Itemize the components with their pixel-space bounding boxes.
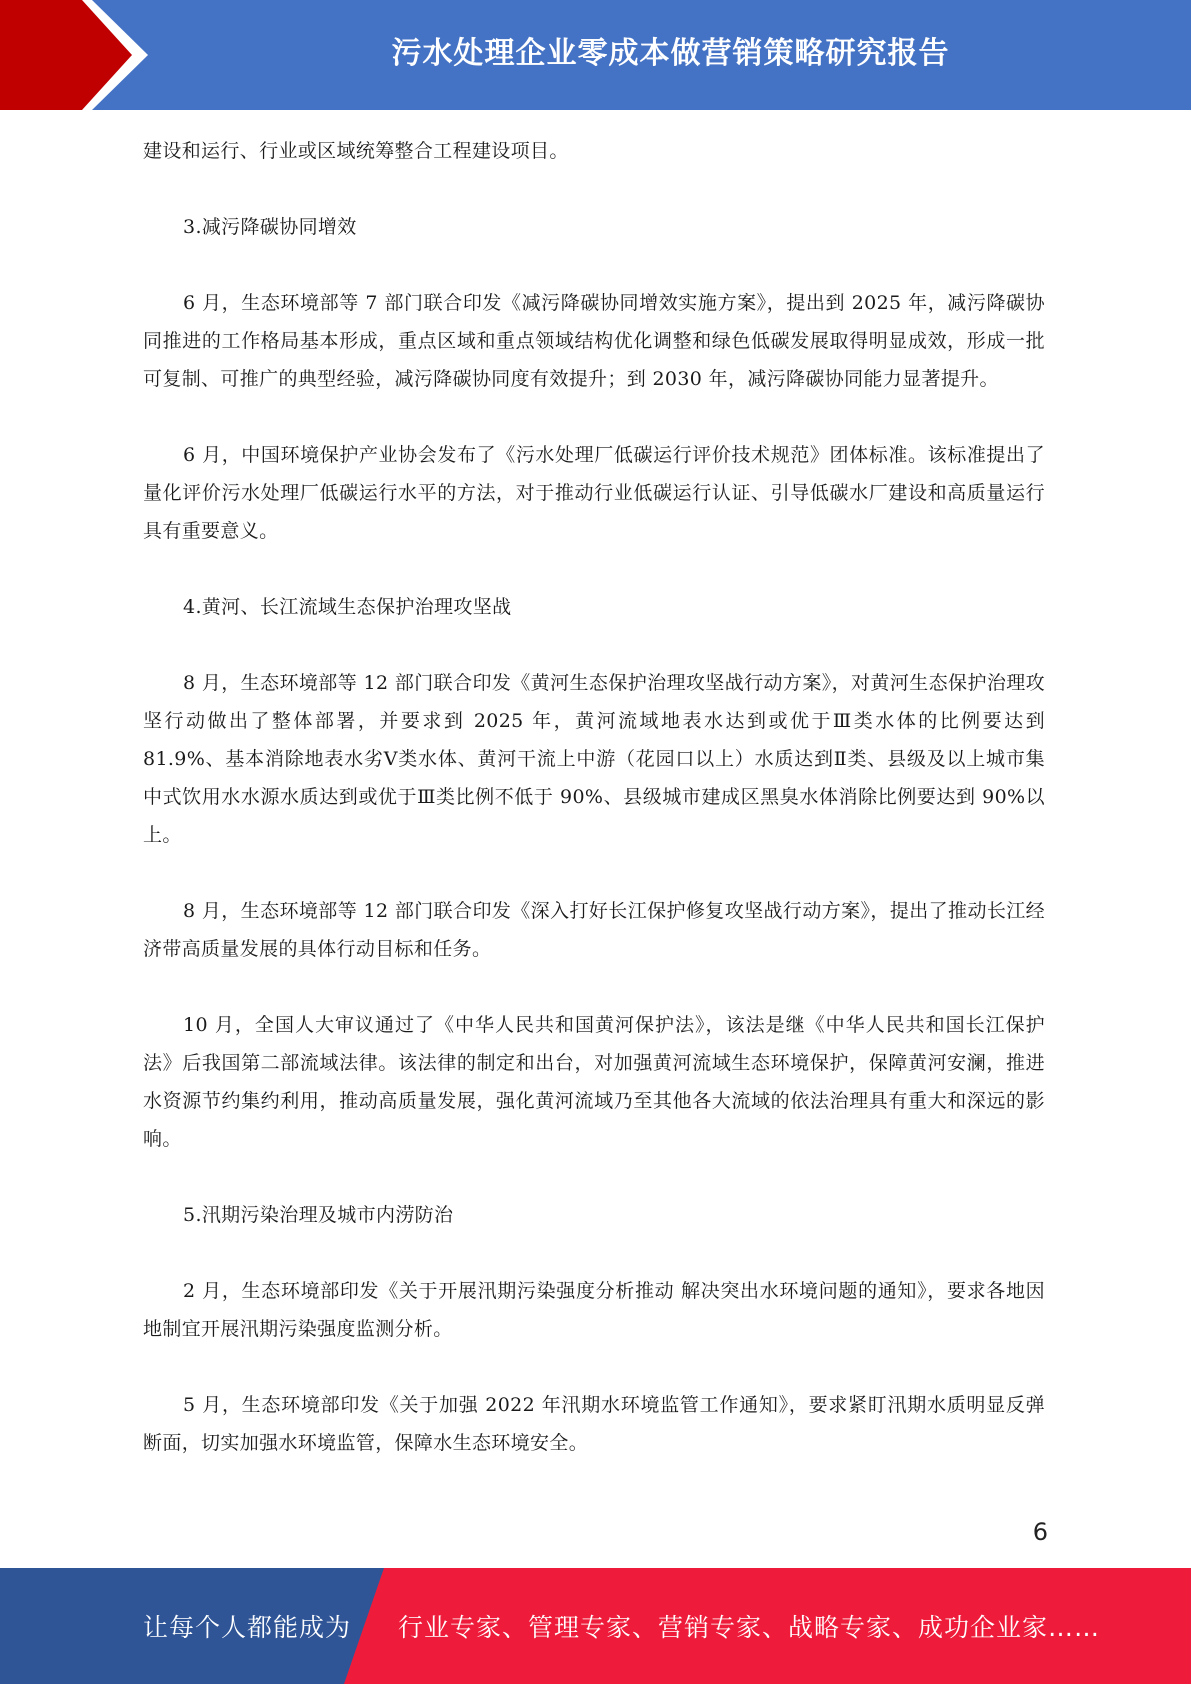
- footer-slogan-right: 行业专家、管理专家、营销专家、战略专家、成功企业家……: [398, 1613, 1101, 1642]
- document-body: [143, 132, 1045, 1500]
- paragraph: 5 月，生态环境部印发《关于加强 2022 年汛期水环境监管工作通知》，要求紧盯汛期水质明显反弹断面，切实加强水环境监管，保障水生态环境安全。: [143, 1394, 1045, 1454]
- section-heading: 3.减污降碳协同增效: [183, 216, 357, 238]
- paragraph: 6 月，生态环境部等 7 部门联合印发《减污降碳协同增效实施方案》，提出到 2025 年，减污降碳协同推进的工作格局基本形成，重点区域和重点领域结构优化调整和绿色低碳发展取得明显成效，形成一批可复制、可推广的典型经验，减污降碳协同度有效提升；到 2030 年，减污降碳协同能力显著提升。: [143, 292, 1045, 390]
- paragraph: 建设和运行、行业或区域统筹整合工程建设项目。: [143, 140, 569, 162]
- paragraph: 2 月，生态环境部印发《关于开展汛期污染强度分析推动 解决突出水环境问题的通知》，要求各地因地制宜开展汛期污染强度监测分析。: [143, 1280, 1045, 1340]
- paragraph: 10 月，全国人大审议通过了《中华人民共和国黄河保护法》，该法是继《中华人民共和国长江保护法》后我国第二部流域法律。该法律的制定和出台，对加强黄河流域生态环境保护，保障黄河安澜，推进水资源节约集约利用，推动高质量发展，强化黄河流域乃至其他各大流域的依法治理具有重大和深远的影响。: [143, 1014, 1045, 1150]
- chevron-arrow-icon: [0, 0, 160, 110]
- paragraph: 8 月，生态环境部等 12 部门联合印发《深入打好长江保护修复攻坚战行动方案》，提出了推动长江经济带高质量发展的具体行动目标和任务。: [143, 900, 1045, 960]
- section-heading: 4.黄河、长江流域生态保护治理攻坚战: [183, 596, 512, 618]
- paragraph: 6 月，中国环境保护产业协会发布了《污水处理厂低碳运行评价技术规范》团体标准。该标准提出了量化评价污水处理厂低碳运行水平的方法，对于推动行业低碳运行认证、引导低碳水厂建设和高质量运行具有重要意义。: [143, 444, 1045, 542]
- report-title: 污水处理企业零成本做营销策略研究报告: [391, 36, 950, 71]
- paragraph: 8 月，生态环境部等 12 部门联合印发《黄河生态保护治理攻坚战行动方案》，对黄河生态保护治理攻坚行动做出了整体部署，并要求到 2025 年，黄河流域地表水达到或优于Ⅲ类水体的比例要达到 81.9%、基本消除地表水劣Ⅴ类水体、黄河干流上中游（花园口以上）水质达到Ⅱ类、县级及以上城市集中式饮用水水源水质达到或优于Ⅲ类比例不低于 90%、县级城市建成区黑臭水体消除比例要达到 90%以上。: [143, 672, 1045, 846]
- page-footer: [0, 1568, 1191, 1684]
- footer-slogan-left: 让每个人都能成为: [143, 1613, 352, 1642]
- section-heading: 5.汛期污染治理及城市内涝防治: [183, 1204, 454, 1226]
- page-number: 6: [1032, 1518, 1048, 1546]
- page-header: [0, 0, 1191, 110]
